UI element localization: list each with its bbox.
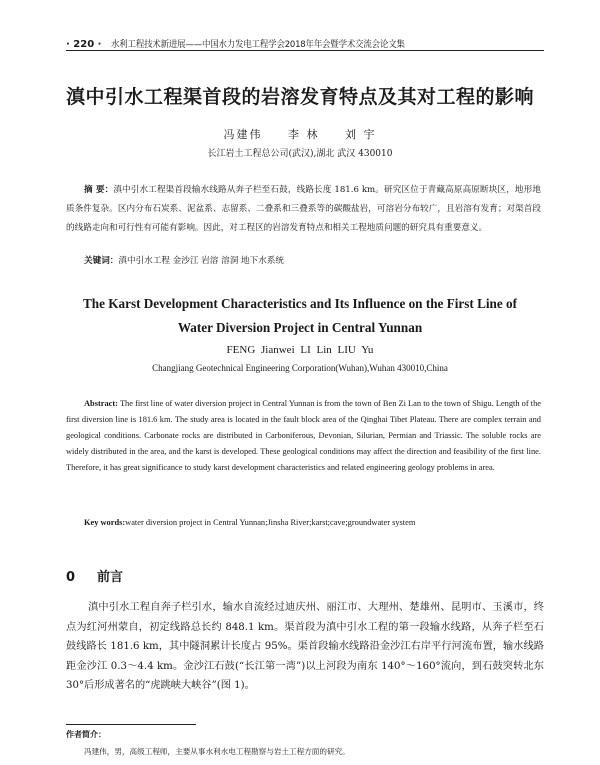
english-authors: FENG Jianwei LI Lin LIU Yu: [226, 344, 374, 356]
abstract-text: 滇中引水工程渠首段输水线路从奔子栏至石鼓，线路长度 181.6 km。研究区位于青藏高原高原断块区，地形地质条件复杂。区内分布石炭系、泥盆系、志留系、二叠系和三叠系等的碳酸盐岩，可溶岩分布较广，且岩溶有发育；对渠首段的线路走向和可行性有可能有影响。因此，对工程区的岩溶发育特点和相关工程地质问题的研究具有重要意义。: [66, 185, 541, 233]
abstract-text: The first line of water diversion project in Central Yunnan is from the town of Ben Zi Lan to the town of Shigu. Length of the first diversion line is 181.6 km. The study area is located in the fault block area of the Qinghai Tibet Plateau. There are complex terrain and geological conditions. Carbonate rocks are distributed in Carboniferous, Devonian, Silurian, Permian and Triassic. The soluble rocks are widely distributed in the area, and the karst is developed. These geological conditions may affect the direction and feasibility of the first line. Therefore, it has great significance to study karst development characteristics and related engineering geology problems in area.: [66, 399, 541, 472]
keywords-text: 滇中引水工程 金沙江 岩溶 溶洞 地下水系统: [118, 256, 285, 266]
journal-title: 水利工程技术新进展——中国水力发电工程学会2018年年会暨学术交流会论文集: [111, 40, 406, 50]
english-title-line: Water Diversion Project in Central Yunnan: [177, 320, 423, 335]
footnote-label: 作者简介：: [66, 730, 106, 739]
section-heading: [66, 566, 123, 585]
chinese-abstract: [66, 181, 541, 238]
section-number: 0: [66, 570, 76, 585]
english-keywords: [84, 518, 554, 527]
english-abstract: [66, 396, 541, 476]
keywords-label: Key words:: [84, 518, 126, 527]
keywords-text: water diversion project in Central Yunnan;Jinsha River;karst;cave;groundwater system: [125, 518, 416, 527]
footnote-rule: [66, 724, 196, 725]
body-paragraph: 滇中引水工程自奔子栏引水，输水自流经过迪庆州、丽江市、大理州、楚雄州、昆明市、玉溪市，终点为红河州蒙自，初定线路总长约 848.1 km。渠首段为滇中引水工程的第一段输水线路，从奔子栏至石鼓线路长 181.6 km，其中隧洞累计长度占 95%。渠首段输水线路沿金沙江右岸平行河流布置，输水线路距金沙江 0.3～4.4 km。金沙江石鼓(“长江第一湾”)以上河段为南东 140°～160°流向，到石鼓突转北东 30°后形成著名的“虎跳峡大峡谷”(图 1)。: [66, 602, 544, 691]
abstract-label: Abstract:: [84, 399, 118, 408]
chinese-affiliation: 长江岩土工程总公司(武汉),湖北 武汉 430010: [207, 149, 393, 159]
author-name: 李 林: [288, 128, 320, 141]
page-number: · 220 ·: [66, 39, 102, 50]
footnote-text: 冯建伟，男，高级工程师，主要从事水利水电工程勘察与岩土工程方面的研究。: [84, 747, 350, 756]
section-title: 前言: [97, 570, 124, 585]
author-name: 冯建伟: [223, 128, 263, 141]
chinese-authors: [0, 126, 600, 142]
english-title-line: The Karst Development Characteristics and Its Influence on the First Line of: [82, 296, 518, 311]
running-header: [66, 34, 544, 51]
english-affiliation: Changjiang Geotechnical Engineering Corporation(Wuhan),Wuhan 430010,China: [152, 363, 448, 373]
author-name: 刘 宇: [345, 128, 377, 141]
keywords-label: 关键词：: [84, 256, 119, 266]
chinese-keywords: [84, 254, 544, 266]
abstract-label: 摘 要：: [84, 185, 114, 195]
english-title: [30, 292, 570, 340]
chinese-title: 滇中引水工程渠首段的岩溶发育特点及其对工程的影响: [65, 86, 534, 108]
